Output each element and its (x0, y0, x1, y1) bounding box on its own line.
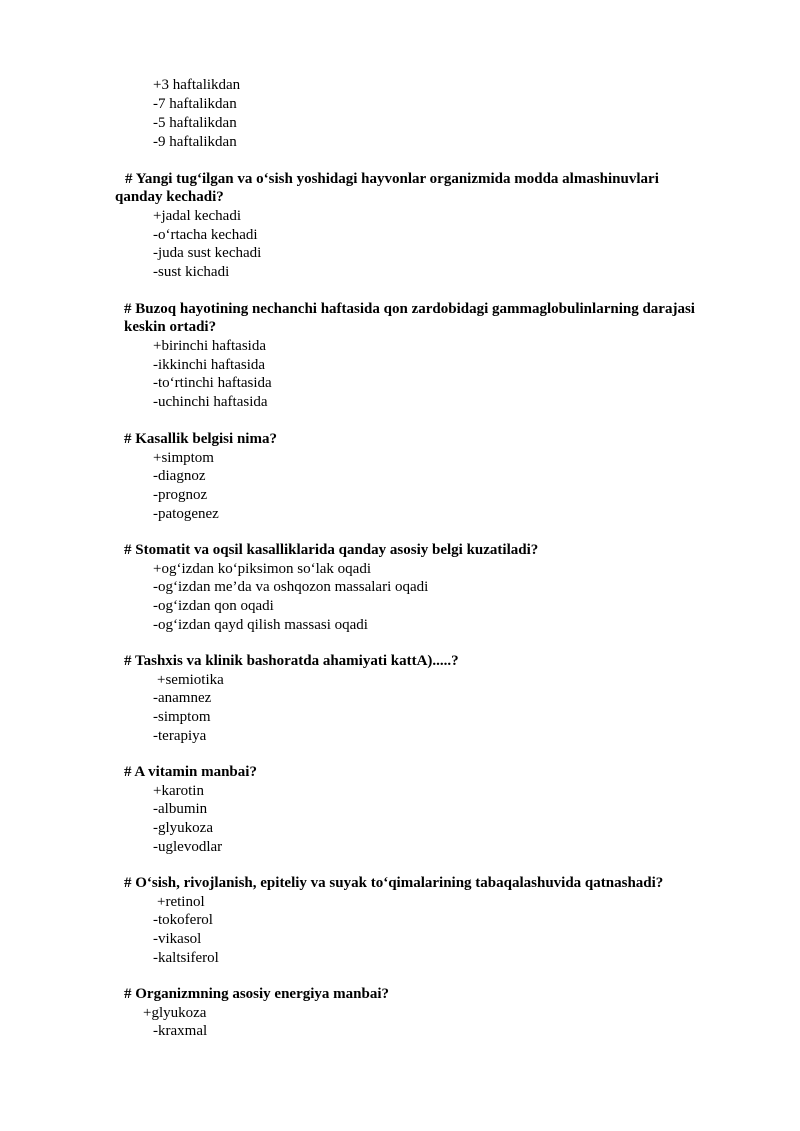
answer-option: -albumin (153, 801, 208, 817)
answer-option: +jadal kechadi (153, 208, 242, 224)
answer-option: -og‘izdan me’da va oshqozon massalari oqadi (153, 579, 429, 595)
answer-option: -glyukoza (153, 820, 213, 836)
question-text: # O‘sish, rivojlanish, epiteliy va suyak to‘qimalarining tabaqalashuvida qatnashadi? (124, 875, 664, 891)
answer-option: +simptom (153, 450, 214, 466)
answer-option: -uglevodlar (153, 839, 223, 855)
answer-option: -patogenez (153, 506, 219, 522)
answer-option: -to‘rtinchi haftasida (153, 375, 272, 391)
answer-option: +birinchi haftasida (153, 338, 267, 354)
answer-option: -prognoz (153, 487, 208, 503)
answer-option: +3 haftalikdan (153, 77, 241, 93)
answer-option: +karotin (153, 783, 204, 799)
answer-option: -simptom (153, 709, 211, 725)
question-text: # Tashxis va klinik bashoratda ahamiyati kattA).....? (124, 653, 459, 669)
answer-option: -juda sust kechadi (153, 245, 262, 261)
question-text: # Yangi tug‘ilgan va o‘sish yoshidagi hayvonlar organizmida modda almashinuvlari (125, 171, 659, 187)
answer-option: +glyukoza (143, 1005, 207, 1021)
question-text: qanday kechadi? (115, 189, 224, 205)
answer-option: -tokoferol (153, 912, 213, 928)
answer-option: +semiotika (157, 672, 224, 688)
question-text: # Stomatit va oqsil kasalliklarida qanday asosiy belgi kuzatiladi? (124, 542, 539, 558)
question-text: # A vitamin manbai? (124, 764, 257, 780)
answer-option: -o‘rtacha kechadi (153, 227, 258, 243)
answer-option: -7 haftalikdan (153, 96, 237, 112)
answer-option: -kraxmal (153, 1023, 208, 1039)
answer-option: -diagnoz (153, 468, 206, 484)
answer-option: -og‘izdan qon oqadi (153, 598, 274, 614)
answer-option: -terapiya (153, 728, 207, 744)
question-text: # Buzoq hayotining nechanchi haftasida qon zardobidagi gammaglobulinlarning darajasi (124, 301, 695, 317)
answer-option: -5 haftalikdan (153, 115, 237, 131)
question-text: keskin ortadi? (124, 319, 217, 335)
answer-option: -anamnez (153, 690, 212, 706)
answer-option: +retinol (157, 894, 205, 910)
answer-option: -og‘izdan qayd qilish massasi oqadi (153, 617, 368, 633)
answer-option: -ikkinchi haftasida (153, 357, 266, 373)
answer-option: -kaltsiferol (153, 950, 219, 966)
answer-option: -uchinchi haftasida (153, 394, 268, 410)
answer-option: +og‘izdan ko‘piksimon so‘lak oqadi (153, 561, 372, 577)
question-text: # Kasallik belgisi nima? (124, 431, 277, 447)
answer-option: -9 haftalikdan (153, 134, 237, 150)
question-text: # Organizmning asosiy energiya manbai? (124, 986, 390, 1002)
answer-option: -sust kichadi (153, 264, 230, 280)
answer-option: -vikasol (153, 931, 202, 947)
